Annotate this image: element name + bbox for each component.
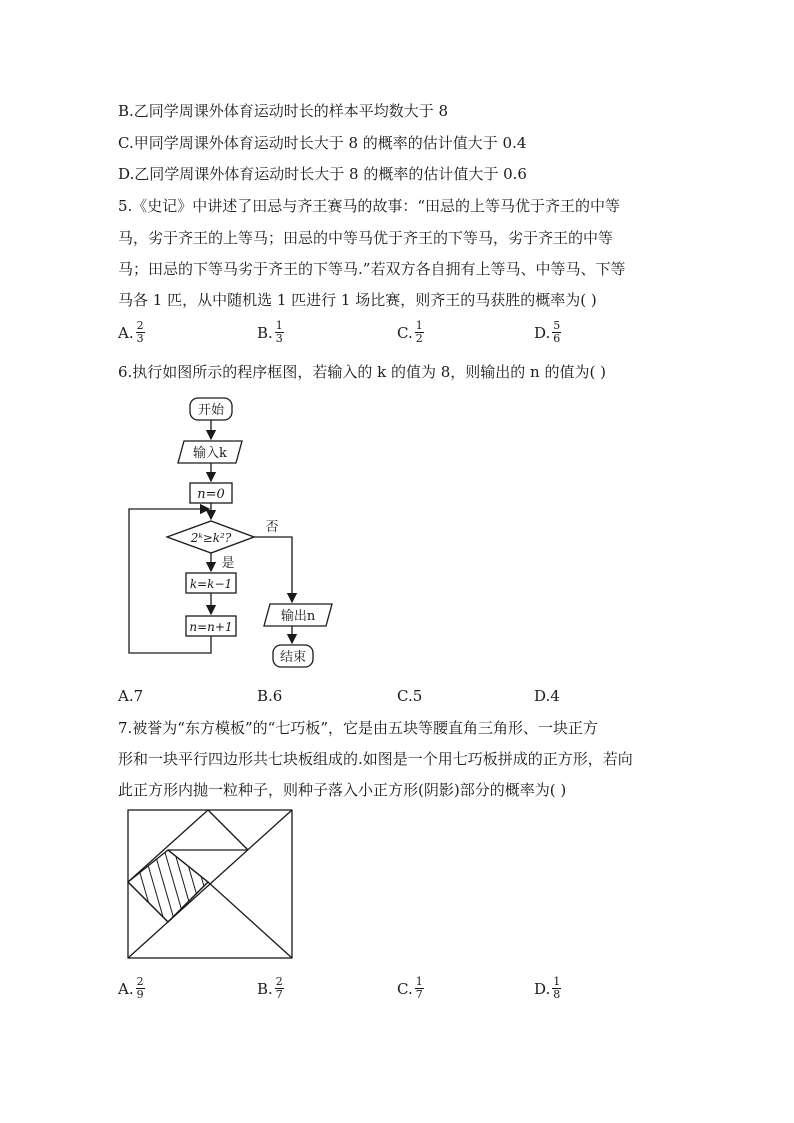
flow-no-label: 否 (265, 520, 279, 535)
q7-option-a: A. $\frac{2}{9}$ (118, 975, 144, 1001)
tangram-hatching (138, 818, 220, 956)
q6-stem: 6.执行如图所示的程序框图，若输入的 k 的值为 8，则输出的 n 的值为( ) (118, 363, 606, 381)
q5-option-b: B. $\frac{1}{3}$ (257, 319, 283, 345)
q5-option-c: C. $\frac{1}{2}$ (397, 319, 423, 345)
q5-stem-line-4: 马各 1 匹，从中随机选 1 匹进行 1 场比赛，则齐王的马获胜的概率为( ) (118, 291, 597, 309)
flow-end-label: 结束 (279, 650, 307, 665)
q7-option-b: B. $\frac{2}{7}$ (257, 975, 283, 1001)
q4-option-c: C.甲同学周课外体育运动时长大于 8 的概率的估计值大于 0.4 (118, 134, 527, 152)
q5-option-a: A. $\frac{2}{3}$ (118, 319, 144, 345)
q4-option-d: D.乙同学周课外体育运动时长大于 8 的概率的估计值大于 0.6 (118, 165, 527, 183)
q6-option-c: C.5 (397, 687, 423, 705)
q5-stem-line-1: 5.《史记》中讲述了田忌与齐王赛马的故事：“田忌的上等马优于齐王的中等 (118, 197, 620, 215)
q7-option-c: C. $\frac{1}{7}$ (397, 975, 423, 1001)
q7-stem-line-2: 形和一块平行四边形共七块板组成的.如图是一个用七巧板拼成的正方形，若向 (118, 750, 633, 768)
flow-init-label: n=0 (197, 487, 225, 502)
flow-step1-label: k=k−1 (189, 577, 233, 591)
flow-step2-label: n=n+1 (189, 620, 233, 634)
q6-flowchart (120, 395, 340, 675)
q7-option-d: D. $\frac{1}{8}$ (534, 975, 561, 1001)
flow-input-label: 输入k (193, 446, 227, 461)
q4-option-b: B.乙同学周课外体育运动时长的样本平均数大于 8 (118, 102, 449, 120)
flow-start-label: 开始 (197, 403, 225, 418)
flow-output-label: 输出n (280, 609, 316, 624)
q7-stem-line-1: 7.被誉为“东方模板”的“七巧板”，它是由五块等腰直角三角形、一块正方 (118, 719, 598, 737)
flow-yes-label: 是 (221, 556, 235, 571)
q7-stem-line-3: 此正方形内抛一粒种子，则种子落入小正方形(阴影)部分的概率为( ) (118, 781, 567, 799)
tangram-shaded-square (128, 850, 208, 922)
q5-stem-line-3: 马；田忌的下等马劣于齐王的下等马.”若双方各自拥有上等马、中等马、下等 (118, 260, 626, 278)
flow-condition-label: 2ᵏ≥k²? (190, 531, 232, 545)
q7-tangram-figure (124, 806, 296, 962)
q5-option-d: D. $\frac{5}{6}$ (534, 319, 561, 345)
q6-option-d: D.4 (534, 687, 560, 705)
q6-option-b: B.6 (257, 687, 283, 705)
q5-stem-line-2: 马，劣于齐王的上等马；田忌的中等马优于齐王的下等马，劣于齐王的中等 (118, 229, 614, 247)
q6-option-a: A.7 (118, 687, 144, 705)
